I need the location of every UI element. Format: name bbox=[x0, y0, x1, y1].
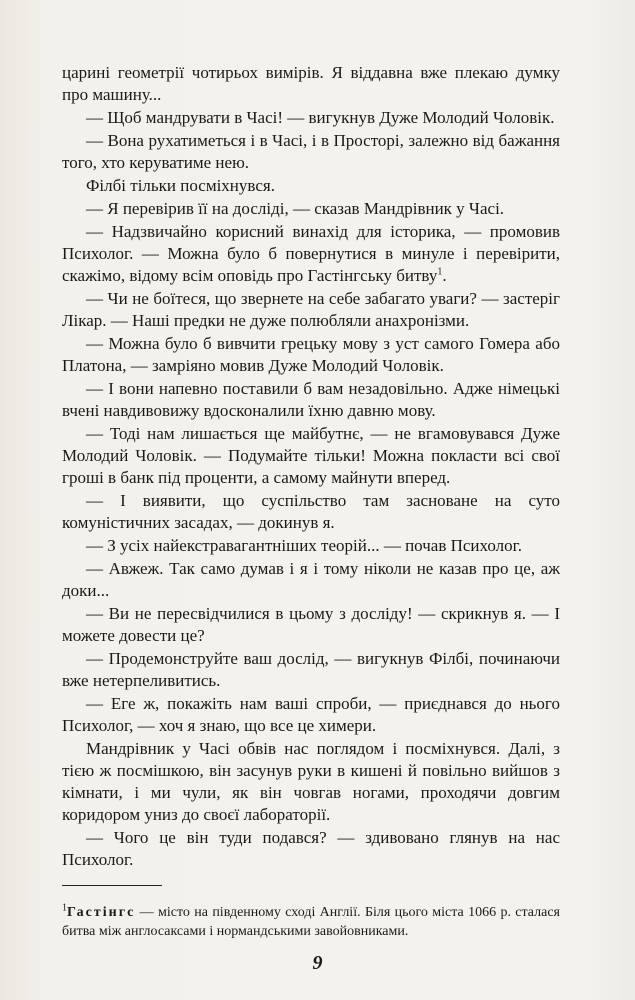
footnote-term: Гастінгс bbox=[67, 905, 136, 920]
paragraph-text: — Надзвичайно корисний винахід для історика, — промовив Психолог. — Можна було б повернутися в минуле і перевірити, скажімо, відому всім оповідь про Гастінгську битву bbox=[62, 222, 560, 285]
paragraph: — Еге ж, покажіть нам ваші спроби, — приєднався до нього Психолог, — хоч я знаю, що все це химери. bbox=[62, 694, 560, 735]
paragraph: — Вона рухатиметься і в Часі, і в Просторі, залежно від бажання того, хто керуватиме нею. bbox=[62, 131, 560, 172]
paragraph: — І вони напевно поставили б вам незадовільно. Адже німецькі вчені навдивовижу вдосконалили їхню давню мову. bbox=[62, 379, 560, 420]
paragraph-with-footnote-ref: — Надзвичайно корисний винахід для історика, — промовив Психолог. — Можна було б повернутися в минуле і перевірити, скажімо, відому всім оповідь про Гастінгську битву$^1$. bbox=[62, 222, 560, 285]
paragraph: — Можна було б вивчити грецьку мову з уст самого Гомера або Платона, — замріяно мовив Дуже Молодий Чоловік. bbox=[62, 334, 560, 375]
paragraph: — З усіх найекстравагантніших теорій... — почав Психолог. bbox=[86, 536, 522, 555]
paragraph: Філбі тільки посміхнувся. bbox=[86, 176, 275, 195]
paragraph: — Чи не боїтеся, що звернете на себе забагато уваги? — застеріг Лікар. — Наші предки не дуже полюбляли анахронізми. bbox=[62, 289, 560, 330]
footnote-text: — місто на південному сході Англії. Біля цього міста 1066 р. сталася битва між англосаксами і нормандськими завойовниками. bbox=[62, 905, 560, 939]
paragraph: — Продемонструйте ваш дослід, — вигукнув Філбі, починаючи вже нетерпеливитись. bbox=[62, 649, 560, 690]
paragraph: царині геометрії чотирьох вимірів. Я віддавна вже плекаю думку про машину... bbox=[62, 63, 560, 104]
paragraph: Мандрівник у Часі обвів нас поглядом і посміхнувся. Далі, з тією ж посмішкою, він засунув руки в кишені й повільно вийшов з кімнати, і ми чули, як він човгав ногами, проходячи довгим коридором униз до своєї лабораторії. bbox=[62, 739, 560, 824]
footnote-divider bbox=[62, 885, 162, 886]
page-number: 9 bbox=[312, 952, 323, 974]
footnote bbox=[62, 903, 560, 941]
paragraph: — Ви не пересвідчилися в цьому з досліду! — скрикнув я. — І можете довести це? bbox=[62, 604, 560, 645]
footnote-reference: 1 bbox=[437, 266, 443, 278]
paragraph: — Я перевірив її на досліді, — сказав Мандрівник у Часі. bbox=[86, 199, 505, 218]
paragraph: — Щоб мандрувати в Часі! — вигукнув Дуже Молодий Чоловік. bbox=[86, 108, 555, 127]
body-text bbox=[62, 62, 560, 872]
paragraph: — І виявити, що суспільство там засноване на суто комуністичних засадах, — докинув я. bbox=[62, 491, 560, 532]
paragraph: — Авжеж. Так само думав і я і тому ніколи не казав про це, аж доки... bbox=[62, 559, 560, 600]
footnote-marker: 1 bbox=[62, 902, 67, 914]
paragraph: — Чого це він туди подався? — здивовано глянув на нас Психолог. bbox=[62, 828, 560, 869]
paragraph: — Тоді нам лишається ще майбутнє, — не вгамовувався Дуже Молодий Чоловік. — Подумайте тільки! Можна покласти всі свої гроші в банк під проценти, а самому майнути вперед. bbox=[62, 424, 560, 487]
